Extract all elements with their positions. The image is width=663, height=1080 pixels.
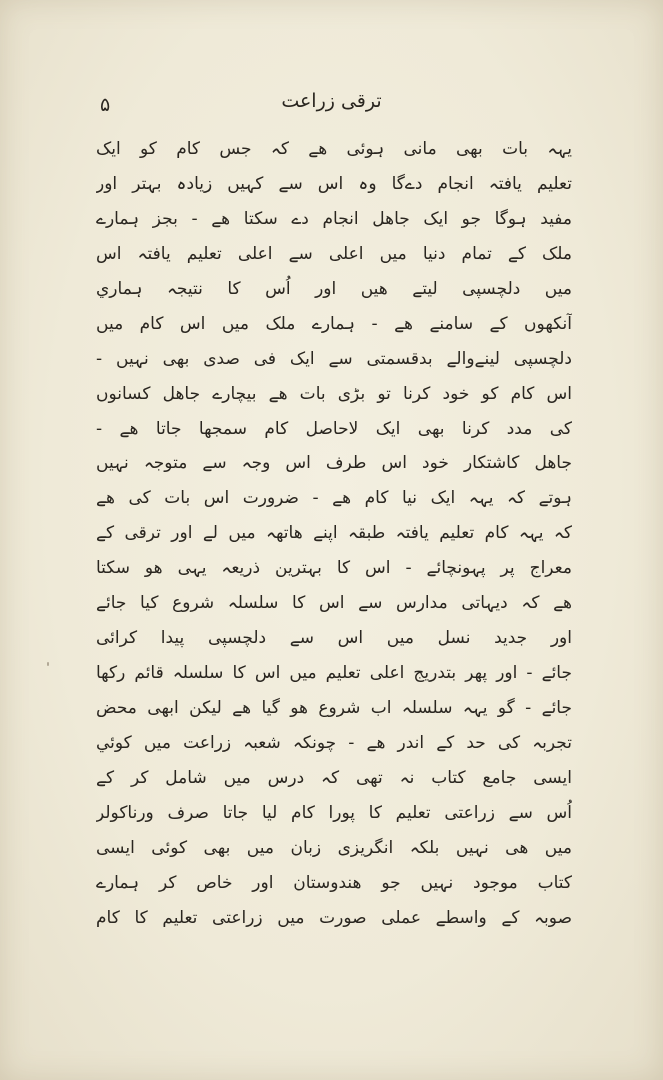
text-line: ایسی جامع کتاب نہ تھی کہ درس میں شامل کر کے: [96, 767, 572, 788]
text-line: کی مدد کرنا بھی ایک لاحاصل کام سمجھا جاتا ھے -: [96, 418, 572, 439]
paper-speck: [47, 662, 49, 666]
text-line: یہہ بات بھی مانی ہوئی ھے کہ جس کام کو ایک: [96, 139, 572, 159]
text-line: میں دلچسپی لیتے ھیں اور اُس کا نتیجہ ہماري: [96, 278, 572, 299]
text-line: صوبہ کے واسطے عملی صورت میں زراعتی تعلیم کا کام: [96, 907, 572, 928]
text-line: میں ھی نہیں بلکہ انگریزی زبان میں بھی کوئی ایسی: [96, 837, 572, 858]
text-line: آنکھوں کے سامنے ھے - ہمارے ملک میں اس کام میں: [96, 313, 572, 334]
text-line: معراج پر پہونچائے - اس کا بہترین ذریعہ یہی ھو سکتا: [96, 558, 572, 579]
text-line: کتاب موجود نہیں جو ھندوستان اور خاص کر ہمارے: [96, 872, 572, 893]
text-line: جائے - گو یہہ سلسلہ اب شروع ھو گیا ھے لیکن ابھی محض: [96, 698, 572, 718]
text-line: تجربہ کی حد کے اندر ھے - چونکہ شعبہ زراعت میں کوئي: [96, 732, 572, 753]
text-line: جائے - اور پھر بتدریج اعلی تعلیم میں اس کا سلسلہ قائم رکھا: [96, 663, 572, 684]
text-line: ھے کہ دیہاتی مدارس سے اس کا سلسلہ شروع کیا جائے: [96, 593, 572, 614]
body-text: [96, 132, 572, 936]
text-line: تعلیم یافتہ انجام دےگا وہ اس سے کہیں زیادہ بہتر اور: [96, 173, 572, 194]
text-line: مفید ہوگا جو ایک جاھل انجام دے سکتا ھے - بجز ہمارے: [96, 208, 572, 229]
text-line: اس کام کو خود کرنا تو بڑی بات ھے بیچارے جاھل کسانوں: [96, 383, 572, 404]
text-line: ملک کے تمام دنیا میں اعلی سے اعلی تعلیم یافتہ اس: [96, 243, 572, 264]
text-line: جاھل کاشتکار خود اس طرف اس وجہ سے متوجہ نہیں: [96, 453, 572, 474]
text-line: ہوتے کہ یہہ ایک نیا کام ھے - ضرورت اس بات کی ھے: [96, 488, 572, 509]
text-line: کہ یہہ کام تعلیم یافتہ طبقہ اپنے ھاتھہ میں لے اور ترقی کے: [96, 523, 572, 544]
text-line: اور جدید نسل میں اس سے دلچسپی پیدا کرائی: [96, 628, 572, 649]
running-title: ترقی زراعت: [281, 90, 382, 112]
page-number: ۵: [100, 94, 111, 116]
text-line: دلچسپی لینےوالے بدقسمتی سے ایک فی صدی بھی نہیں -: [96, 348, 572, 369]
text-line: اُس سے زراعتی تعلیم کا پورا کام لیا جاتا صرف ورناکولر: [96, 802, 572, 823]
